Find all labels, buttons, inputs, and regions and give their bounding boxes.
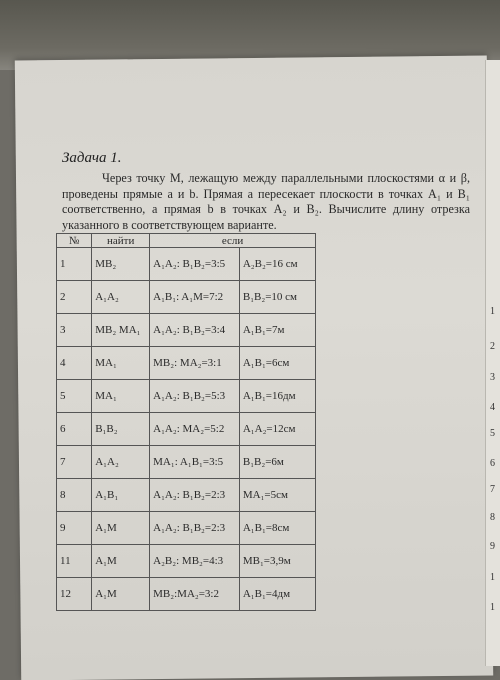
next-page-row-number: 4 [490, 402, 495, 413]
cell-condition-length: A₂B₂=16 см [239, 248, 315, 281]
cell-find: A₁A₂ [92, 446, 150, 479]
task-text: Через точку M, лежащую между параллельными плоскостями α и β, проведены прямые a и b. Прямая a пересекает плоскости в точках A₁ и B₁ соответственно, а прямая b в точках A₂ и B₂. Вычислите длину отрезка указанного в соответствующем варианте. [62, 171, 470, 232]
cell-condition-length: MA₁=5см [239, 479, 315, 512]
table-row [57, 545, 316, 578]
table-row [57, 512, 316, 545]
next-page-row-number: 1 [490, 306, 495, 317]
cell-find: MA₁ [92, 347, 150, 380]
next-page-row-number: 9 [490, 541, 495, 552]
table-row [57, 578, 316, 611]
cell-condition-length: A₁B₁=6см [239, 347, 315, 380]
cell-condition-ratio: MB₂:MA₂=3:2 [150, 578, 240, 611]
cell-number: 1 [57, 248, 92, 281]
cell-condition-ratio: A₁A₂: B₁B₂=3:4 [150, 314, 240, 347]
cell-condition-length: B₁B₂=10 см [239, 281, 315, 314]
cell-find: A₁M [92, 512, 150, 545]
task-title: Задача 1. [62, 150, 122, 166]
cell-number: 3 [57, 314, 92, 347]
cell-number: 8 [57, 479, 92, 512]
next-page-row-number: 7 [490, 484, 495, 495]
table-row [57, 314, 316, 347]
cell-condition-length: A₁B₁=4дм [239, 578, 315, 611]
table-row [57, 479, 316, 512]
cell-find: MA₁ [92, 380, 150, 413]
next-page-row-number: 1 [490, 572, 495, 583]
table-header-row [57, 234, 316, 248]
next-page-row-number: 2 [490, 341, 495, 352]
header-find: найти [92, 234, 150, 248]
cell-number: 11 [57, 545, 92, 578]
cell-find: A₁M [92, 578, 150, 611]
cell-number: 7 [57, 446, 92, 479]
cell-find: MB₂ [92, 248, 150, 281]
cell-find: B₁B₂ [92, 413, 150, 446]
cell-number: 4 [57, 347, 92, 380]
table-row [57, 446, 316, 479]
cell-number: 2 [57, 281, 92, 314]
variants-table [56, 233, 316, 611]
table-row [57, 380, 316, 413]
cell-condition-ratio: A₁A₂: B₁B₂=5:3 [150, 380, 240, 413]
cell-number: 12 [57, 578, 92, 611]
table-row [57, 281, 316, 314]
next-page-row-number: 5 [490, 428, 495, 439]
cell-condition-length: A₁B₁=16дм [239, 380, 315, 413]
header-if: если [150, 234, 316, 248]
cell-condition-length: A₁B₁=7м [239, 314, 315, 347]
cell-condition-ratio: A₂B₂: MB₂=4:3 [150, 545, 240, 578]
cell-number: 9 [57, 512, 92, 545]
cell-condition-length: B₁B₂=6м [239, 446, 315, 479]
table-row [57, 248, 316, 281]
cell-find: A₁A₂ [92, 281, 150, 314]
cell-find: A₁M [92, 545, 150, 578]
cell-number: 5 [57, 380, 92, 413]
next-page-row-number: 3 [490, 372, 495, 383]
task-content [62, 150, 470, 611]
cell-condition-length: MB₁=3,9м [239, 545, 315, 578]
cell-find: A₁B₁ [92, 479, 150, 512]
next-page-row-number: 1 [490, 602, 495, 613]
header-number: № [57, 234, 92, 248]
next-page-row-number: 6 [490, 458, 495, 469]
table-row [57, 413, 316, 446]
cell-condition-ratio: A₁A₂: MA₂=5:2 [150, 413, 240, 446]
cell-condition-length: A₁B₁=8см [239, 512, 315, 545]
cell-condition-length: A₁A₂=12см [239, 413, 315, 446]
cell-condition-ratio: A₁B₁: A₁M=7:2 [150, 281, 240, 314]
cell-condition-ratio: A₁A₂: B₁B₂=2:3 [150, 479, 240, 512]
cell-condition-ratio: A₁A₂: B₁B₂=3:5 [150, 248, 240, 281]
cell-condition-ratio: MB₂: MA₂=3:1 [150, 347, 240, 380]
cell-condition-ratio: MA₁: A₁B₁=3:5 [150, 446, 240, 479]
table-row [57, 347, 316, 380]
cell-find: MB₂ MA₁ [92, 314, 150, 347]
cell-number: 6 [57, 413, 92, 446]
cell-condition-ratio: A₁A₂: B₁B₂=2:3 [150, 512, 240, 545]
next-page-row-number: 8 [490, 512, 495, 523]
